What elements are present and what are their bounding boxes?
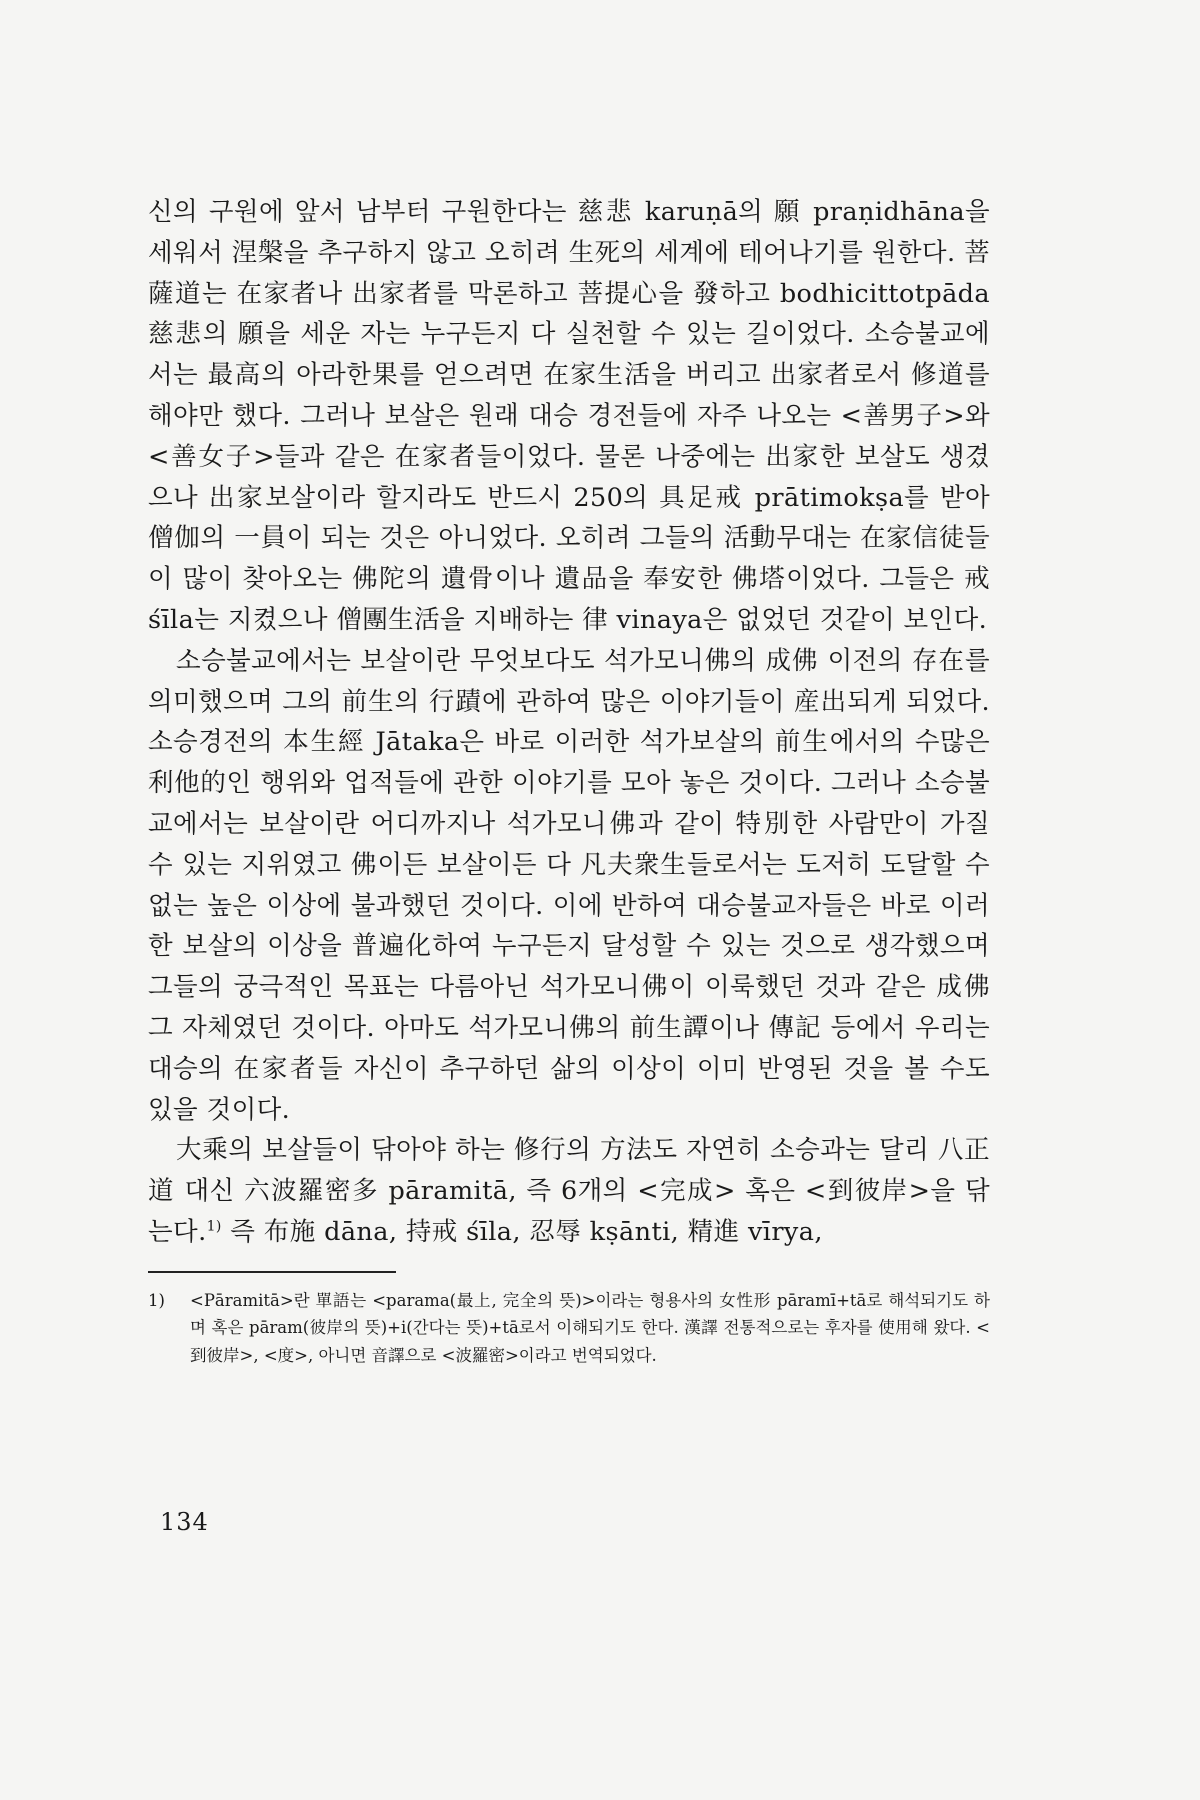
paragraph-2-text: 소승불교에서는 보살이란 무엇보다도 석가모니佛의 成佛 이전의 存在를 의미했으며 그의 前生의 行蹟에 관하여 많은 이야기들이 産出되게 되었다. 소승경전의 本生經 Jātaka은 바로 이러한 석가보살의 前生에서의 수많은 利他的인 행위와 업적들에 관한 이야기를 모아 놓은 것이다. 그러나 소승불교에서는 보살이란 어디까지나 석가모니佛과 같이 特別한 사람만이 가질 수 있는 지위였고 佛이든 보살이든 다 凡夫衆生들로서는 도저히 도달할 수 없는 높은 이상에 불과했던 것이다. 이에 반하여 대승불교자들은 바로 이러한 보살의 이상을 普遍化하여 누구든지 달성할 수 있는 것으로 생각했으며 그들의 궁극적인 목표는 다름아닌 석가모니佛이 이룩했던 것과 같은 成佛 그 자체였던 것이다. 아마도 석가모니佛의 前生譚이나 傳記 등에서 우리는 대승의 在家者들 자신이 추구하던 삶의 이상이 이미 반영된 것을 볼 수도 있을 것이다. bbox=[148, 645, 990, 1125]
paragraph-3 bbox=[148, 1130, 990, 1252]
paragraph-1 bbox=[148, 192, 990, 641]
body-text bbox=[148, 192, 990, 1253]
page bbox=[148, 192, 990, 1752]
footnote-mark: 1) bbox=[148, 1290, 165, 1310]
footnote-text: <Pāramitā>란 單語는 <parama(最上, 完全의 뜻)>이라는 형용사의 女性形 pāramī+tā로 해석되기도 하며 혹은 pāram(彼岸의 뜻)+i(간다는 뜻)+tā로서 이해되기도 한다. 漢譯 전통적으로는 후자를 使用해 왔다. <到彼岸>, <度>, 아니면 音譯으로 <波羅密>이라고 번역되었다. bbox=[190, 1290, 990, 1365]
page-number: 134 bbox=[160, 1508, 209, 1536]
footnote bbox=[148, 1287, 990, 1370]
paragraph-3-text: 大乘의 보살들이 닦아야 하는 修行의 方法도 자연히 소승과는 달리 八正道 대신 六波羅密多 pāramitā, 즉 6개의 <完成> 혹은 <到彼岸>을 닦는다. bbox=[148, 1135, 990, 1247]
footnote-reference[interactable]: 1) bbox=[206, 1218, 222, 1235]
paragraph-3-text-after: 즉 布施 dāna, 持戒 śīla, 忍辱 kṣānti, 精進 vīrya, bbox=[221, 1216, 823, 1247]
paragraph-1-text: 신의 구원에 앞서 남부터 구원한다는 慈悲 karuṇā의 願 praṇidhāna을 세워서 涅槃을 추구하지 않고 오히려 生死의 세계에 테어나기를 원한다. 菩薩道는 在家者나 出家者를 막론하고 菩提心을 發하고 bodhicittotpāda 慈悲의 願을 세운 자는 누구든지 다 실천할 수 있는 길이었다. 소승불교에서는 最高의 아라한果를 얻으려면 在家生活을 버리고 出家者로서 修道를 해야만 했다. 그러나 보살은 원래 대승 경전들에 자주 나오는 <善男子>와 <善女子>들과 같은 在家者들이었다. 물론 나중에는 出家한 보살도 생겼으나 出家보살이라 할지라도 반드시 250의 具足戒 prātimokṣa를 받아 僧伽의 一員이 되는 것은 아니었다. 오히려 그들의 活動무대는 在家信徒들이 많이 찾아오는 佛陀의 遺骨이나 遺品을 奉安한 佛塔이었다. 그들은 戒 śīla는 지켰으나 僧團生活을 지배하는 律 vinaya은 없었던 것같이 보인다. bbox=[148, 197, 990, 635]
paragraph-2 bbox=[148, 641, 990, 1131]
footnote-divider bbox=[148, 1271, 396, 1273]
